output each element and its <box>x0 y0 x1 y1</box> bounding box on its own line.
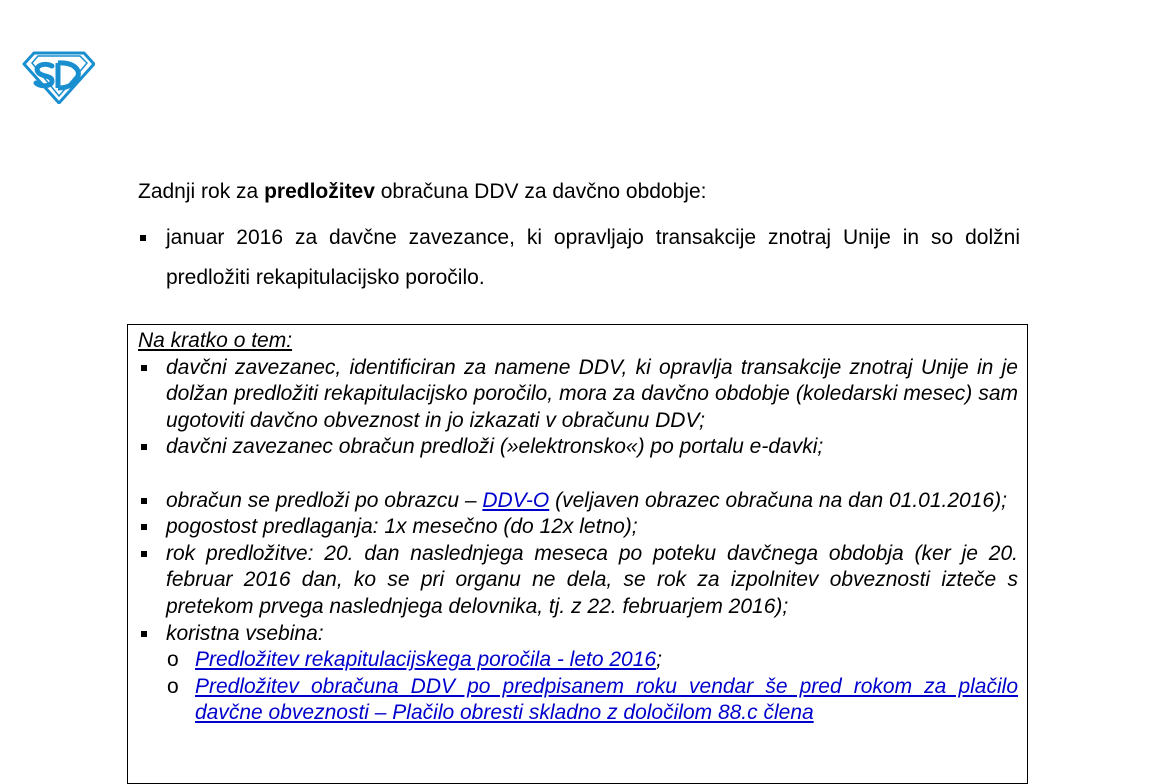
list-item <box>138 514 1018 541</box>
list-item-text: pogostost predlaganja: 1x mesečno (do 12x letno); <box>166 515 638 539</box>
circle-bullet-icon: o <box>167 648 179 672</box>
list-item-text: davčni zavezanec obračun predloži (»elektronsko«) po portalu e-davki; <box>166 435 824 459</box>
sub-list-item <box>166 647 1018 674</box>
list-item <box>138 355 1018 435</box>
recapitulative-report-link[interactable]: Predložitev rekapitulacijskega poročila - leto 2016 <box>195 648 657 672</box>
sd-shield-logo-icon <box>22 50 95 104</box>
useful-links-list <box>166 647 1018 727</box>
list-item <box>138 621 1018 727</box>
list-item-text-suffix: (veljaven obrazec obračuna na dan 01.01.2016); <box>549 488 1007 512</box>
list-item <box>138 434 1018 461</box>
intro-bold: predložitev <box>264 180 375 203</box>
square-bullet-icon <box>141 498 147 504</box>
circle-bullet-icon: o <box>167 674 179 698</box>
box-title: Na kratko o tem: <box>138 329 293 352</box>
sub-list-item <box>166 674 1018 727</box>
square-bullet-icon <box>140 235 146 241</box>
company-logo <box>22 50 95 104</box>
ddv-o-form-link[interactable]: DDV-O <box>482 488 550 512</box>
deadline-list <box>138 218 1020 298</box>
square-bullet-icon <box>141 551 147 557</box>
list-item <box>138 488 1018 515</box>
square-bullet-icon <box>141 631 147 637</box>
sub-item-suffix: ; <box>656 648 662 672</box>
list-item-text: rok predložitve: 20. dan naslednjega meseca po poteku davčnega obdobja (ker je 20. februar 2016 dan, ko se pri organu ne dela, se rok za izpolnitev obveznosti izteče s pretekom prvega naslednjega delovnika, tj. z 22. februarjem 2016); <box>166 541 1018 618</box>
list-item-text: januar 2016 za davčne zavezance, ki opravljajo transakcije znotraj Unije in so dolžni predložiti rekapitulacijsko poročilo. <box>166 226 1020 289</box>
intro-suffix: obračuna DDV za davčno obdobje: <box>374 180 707 203</box>
intro-paragraph <box>138 179 1018 205</box>
square-bullet-icon <box>141 444 147 450</box>
square-bullet-icon <box>141 365 147 371</box>
late-vat-return-link[interactable]: Predložitev obračuna DDV po predpisanem roku vendar še pred rokom za plačilo davčne obveznosti – Plačilo obresti skladno z določilom 88.c člena <box>195 674 1018 725</box>
list-item-text: koristna vsebina: <box>166 621 324 645</box>
summary-list <box>138 355 1018 727</box>
summary-box <box>127 324 1028 784</box>
list-item-text-prefix: obračun se predloži po obrazcu – <box>166 488 483 512</box>
square-bullet-icon <box>141 524 147 530</box>
list-item-text: davčni zavezanec, identificiran za namene DDV, ki opravlja transakcije znotraj Unije in je dolžan predložiti rekapitulacijsko poročilo, mora za davčno obdobje (koledarski mesec) sam ugotoviti davčno obveznost in jo izkazati v obračunu DDV; <box>166 355 1018 432</box>
list-item <box>138 218 1020 298</box>
intro-prefix: Zadnji rok za <box>138 180 265 203</box>
list-item <box>138 541 1018 621</box>
